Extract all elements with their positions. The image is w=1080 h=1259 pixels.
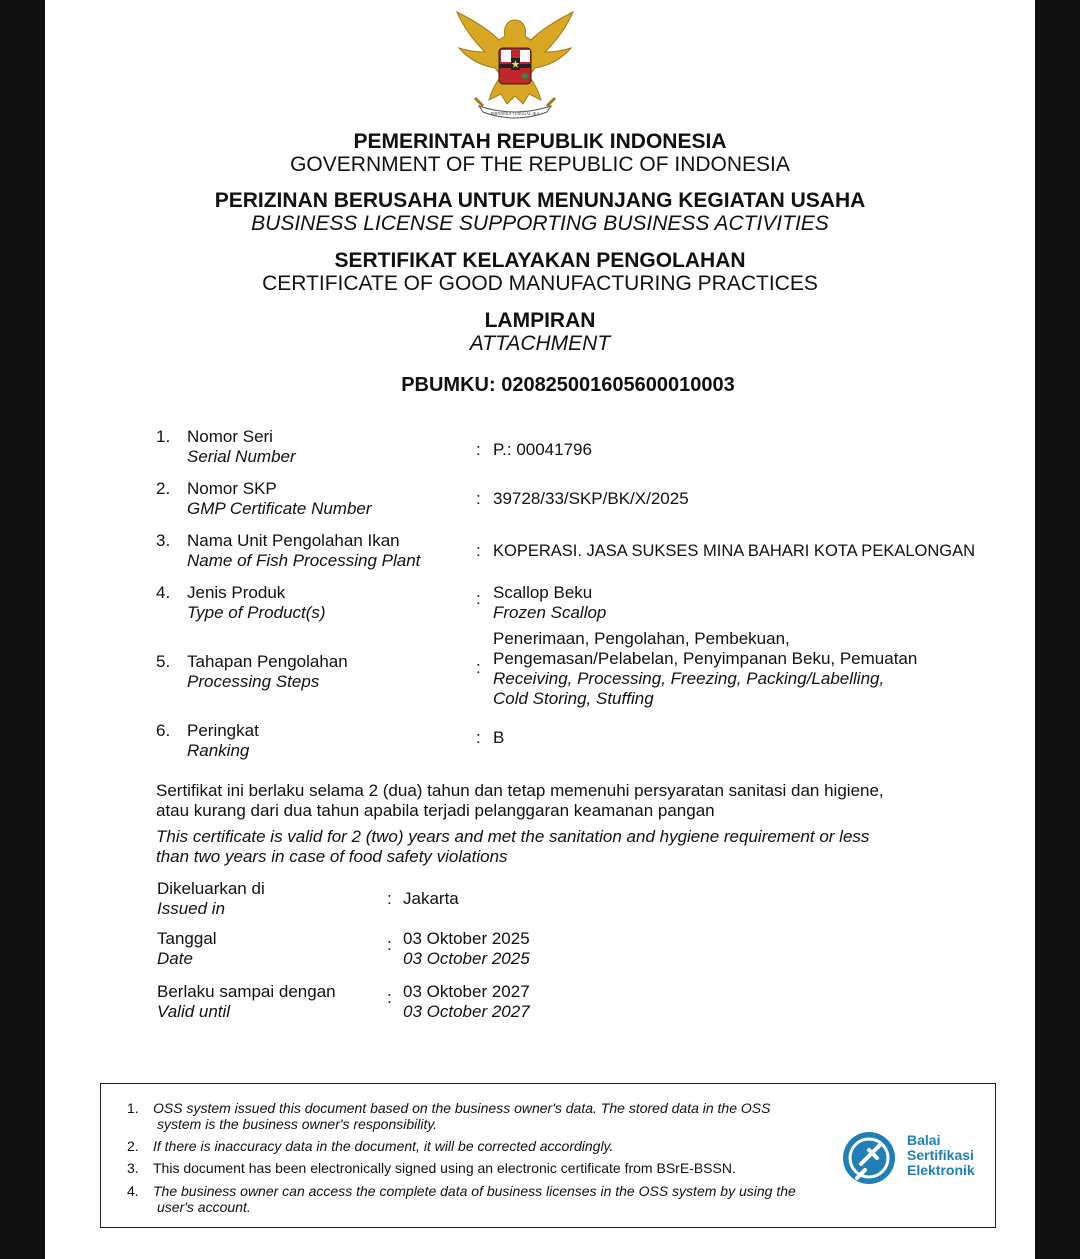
colon: : — [476, 489, 481, 508]
item-number: 5. — [156, 652, 171, 671]
validity-en-line: than two years in case of food safety violations — [156, 847, 508, 866]
colon: : — [476, 541, 481, 560]
note-number: 2. — [127, 1138, 139, 1154]
validity-id-line: Sertifikat ini berlaku selama 2 (dua) tahun dan tetap memenuhi persyaratan sanitasi dan higiene, — [156, 781, 884, 800]
value-en-line: Receiving, Processing, Freezing, Packing/Labelling, — [493, 669, 885, 688]
attach-title-id: LAMPIRAN — [484, 309, 596, 332]
value-en: Frozen Scallop — [493, 603, 607, 622]
license-title-en: BUSINESS LICENSE SUPPORTING BUSINESS ACTIVITIES — [251, 212, 829, 235]
colon: : — [476, 440, 481, 459]
validity-statement — [156, 781, 976, 867]
label-id: Tahapan Pengolahan — [187, 652, 348, 671]
item-label — [187, 583, 326, 623]
colon: : — [476, 728, 481, 747]
note-line: OSS system issued this document based on the business owner's data. The stored data in the OSS — [153, 1100, 771, 1116]
colon: : — [387, 889, 392, 908]
bsre-line: Balai — [907, 1132, 941, 1148]
validity-id-line: atau kurang dari dua tahun apabila terjadi pelanggaran keamanan pangan — [156, 801, 715, 820]
note-text — [153, 1183, 843, 1215]
valid-until-label — [157, 982, 336, 1022]
issued-in-value: Jakarta — [403, 889, 459, 908]
note-text — [153, 1100, 843, 1132]
label-id: Jenis Produk — [187, 583, 286, 602]
value-en-line: Cold Storing, Stuffing — [493, 689, 654, 708]
label-id: Peringkat — [187, 721, 259, 740]
bsre-line: Sertifikasi — [907, 1147, 974, 1163]
item-value: B — [493, 728, 505, 747]
label-en: Date — [157, 949, 193, 968]
notes-box — [100, 1083, 996, 1228]
garuda-emblem-icon — [455, 6, 575, 126]
item-value: 39728/33/SKP/BK/X/2025 — [493, 489, 689, 508]
note-number: 4. — [127, 1183, 139, 1199]
item-number: 3. — [156, 531, 171, 550]
note-number: 1. — [127, 1100, 139, 1116]
value-id: 03 Oktober 2027 — [403, 982, 530, 1001]
value-en: 03 October 2027 — [403, 1002, 530, 1021]
header-license — [0, 189, 1080, 235]
colon: : — [387, 935, 392, 954]
item-label — [187, 479, 372, 519]
emblem-motto: BHINNEKA TUNGGAL IKA — [490, 111, 540, 116]
value-id: Scallop Beku — [493, 583, 593, 602]
colon: : — [476, 658, 481, 677]
item-label — [187, 531, 420, 571]
colon: : — [387, 988, 392, 1007]
item-number: 6. — [156, 721, 171, 740]
date-label — [157, 929, 217, 969]
gov-title-en: GOVERNMENT OF THE REPUBLIC OF INDONESIA — [290, 153, 790, 176]
note-text: This document has been electronically signed using an electronic certificate from BSrE-BSSN. — [153, 1160, 736, 1176]
label-en: Name of Fish Processing Plant — [187, 551, 421, 570]
item-value: KOPERASI. JASA SUKSES MINA BAHARI KOTA PEKALONGAN — [493, 542, 976, 560]
note-line: The business owner can access the complete data of business licenses in the OSS system by using the — [153, 1183, 796, 1199]
label-en: GMP Certificate Number — [187, 499, 372, 518]
header-attachment — [0, 309, 1080, 355]
note-text: If there is inaccuracy data in the document, it will be corrected accordingly. — [153, 1138, 614, 1154]
issued-in-label — [157, 879, 265, 919]
item-label — [187, 652, 348, 692]
label-id: Dikeluarkan di — [157, 879, 265, 898]
label-en: Type of Product(s) — [187, 603, 326, 622]
item-label — [187, 721, 259, 761]
item-label — [187, 427, 296, 467]
header-government — [0, 130, 1080, 176]
item-value: P.: 00041796 — [493, 440, 592, 459]
value-id-line: Penerimaan, Pengolahan, Pembekuan, — [493, 629, 790, 648]
license-title-id: PERIZINAN BERUSAHA UNTUK MENUNJANG KEGIATAN USAHA — [214, 189, 866, 212]
label-id: Nomor Seri — [187, 427, 273, 446]
label-id: Tanggal — [157, 929, 217, 948]
item-value — [493, 629, 917, 709]
label-en: Processing Steps — [187, 672, 320, 691]
item-value — [493, 583, 606, 623]
bsre-logo — [841, 1130, 991, 1190]
label-en: Valid until — [157, 1002, 231, 1021]
note-number: 3. — [127, 1160, 139, 1176]
cert-title-en: CERTIFICATE OF GOOD MANUFACTURING PRACTICES — [262, 272, 818, 295]
header-certificate — [0, 249, 1080, 295]
note-line: system is the business owner's responsibility. — [157, 1116, 438, 1132]
colon: : — [476, 589, 481, 608]
label-id: Berlaku sampai dengan — [157, 982, 336, 1001]
bsre-line: Elektronik — [907, 1162, 975, 1178]
value-en: 03 October 2025 — [403, 949, 530, 968]
date-value — [403, 929, 530, 969]
pbumku-number: PBUMKU: 020825001605600010003 — [401, 374, 735, 396]
label-en: Ranking — [187, 741, 250, 760]
value-id-line: Pengemasan/Pelabelan, Penyimpanan Beku, Pemuatan — [493, 649, 918, 668]
item-number: 4. — [156, 583, 171, 602]
item-number: 2. — [156, 479, 171, 498]
label-en: Issued in — [157, 899, 226, 918]
valid-until-value — [403, 982, 530, 1022]
gov-title-id: PEMERINTAH REPUBLIK INDONESIA — [353, 130, 727, 153]
attach-title-en: ATTACHMENT — [469, 332, 611, 355]
bsre-seal-icon — [841, 1130, 903, 1186]
item-number: 1. — [156, 427, 171, 446]
label-id: Nomor SKP — [187, 479, 277, 498]
value-id: 03 Oktober 2025 — [403, 929, 530, 948]
note-line: user's account. — [157, 1199, 251, 1215]
label-en: Serial Number — [187, 447, 296, 466]
label-id: Nama Unit Pengolahan Ikan — [187, 531, 400, 550]
cert-title-id: SERTIFIKAT KELAYAKAN PENGOLAHAN — [334, 249, 746, 272]
bsre-wordmark — [907, 1133, 975, 1178]
validity-en-line: This certificate is valid for 2 (two) years and met the sanitation and hygiene requirement or less — [156, 827, 870, 846]
